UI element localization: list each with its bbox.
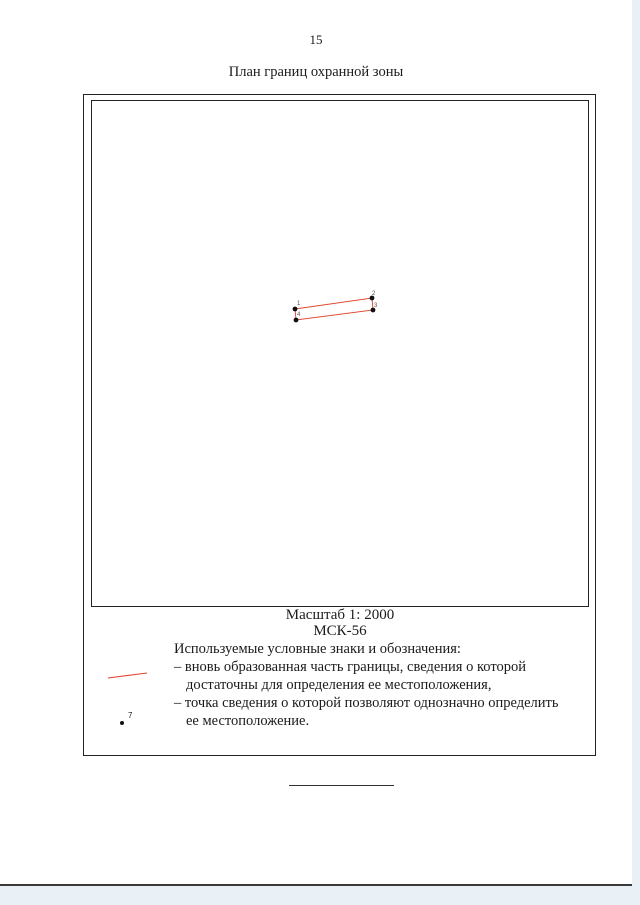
legend-item-text: – вновь образованная часть границы, сведения о которой <box>174 659 526 675</box>
boundary-point-1 <box>293 307 298 312</box>
map-scale: Масштаб 1: 2000 <box>285 607 395 623</box>
point-label-4: 4 <box>297 312 301 318</box>
point-label-1: 1 <box>297 301 301 307</box>
coordinate-system: МСК-56 <box>313 623 367 639</box>
legend-point-label: 7 <box>128 711 133 720</box>
legend-item-point <box>174 694 594 730</box>
legend-item-text: – точка сведения о которой позволяют однозначно определить <box>174 695 559 711</box>
page-title: План границ охранной зоны <box>228 64 404 80</box>
footer-rule <box>289 785 394 786</box>
page-number: 15 <box>309 32 323 47</box>
point-label-2: 2 <box>372 291 376 297</box>
legend-item-text-cont: достаточны для определения ее местоположения, <box>186 677 492 693</box>
legend-item-text-cont: ее местоположение. <box>186 713 310 729</box>
boundary-point-4 <box>294 318 299 323</box>
legend-item-boundary <box>174 658 594 694</box>
boundary-polygon <box>295 298 373 320</box>
legend-heading: Используемые условные знаки и обозначения: <box>174 641 461 657</box>
legend-point-symbol <box>120 721 124 725</box>
point-label-3: 3 <box>374 303 378 309</box>
legend-red-line-symbol <box>108 673 147 678</box>
